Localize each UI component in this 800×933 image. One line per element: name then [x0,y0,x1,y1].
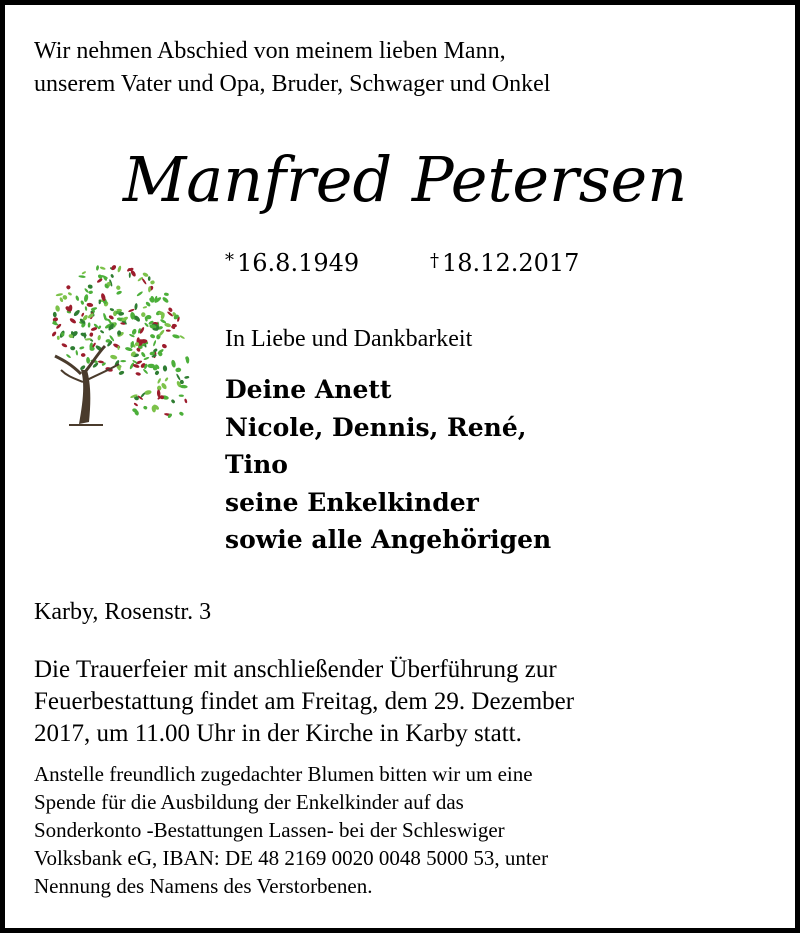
leaf [51,331,57,337]
leaf [150,280,155,285]
mourner-line: sowie alle Angehörigen [225,525,552,554]
leaf [160,382,167,390]
leaf [61,343,68,349]
leaf [142,368,148,374]
leaf [175,367,181,372]
leaf [97,274,103,280]
leaf [135,372,141,376]
leaf [96,278,103,284]
leaf [118,370,125,376]
leaf [140,392,146,398]
leaf [153,340,157,347]
leaf [75,350,78,356]
leaf [134,303,138,310]
leaf [85,306,88,311]
leaf [81,353,86,357]
leaf [80,332,87,338]
leaf [143,405,148,410]
tree-icon [43,252,193,427]
leaf [100,330,105,334]
leaf [129,272,131,278]
leaf [88,322,91,327]
leaf [144,390,152,396]
leaf [179,335,185,340]
leaf [164,292,169,296]
birth-symbol: * [225,250,234,271]
leaf [88,290,93,294]
leaf [113,343,121,349]
life-dates [225,248,580,278]
leaf [116,290,123,295]
leaf [67,292,72,296]
leaf [86,302,93,307]
leaf [184,376,189,379]
leaf [109,308,114,312]
leaf [184,398,188,403]
leaf [148,276,151,281]
leaf [176,373,181,381]
death-symbol: † [430,250,439,271]
donation-line: Nennung des Namens des Verstorbenen. [34,874,373,898]
leaf [80,300,84,305]
donation-line: Anstelle freundlich zugedachter Blumen bitten wir um eine [34,762,533,786]
leaf [66,285,72,291]
leaf [141,312,146,317]
leaf [69,317,77,324]
donation-line: Volksbank eG, IBAN: DE 48 2169 0020 0048 5000 53, unter [34,846,549,870]
leaf [157,378,162,384]
leaf [117,265,122,272]
donation-text [34,760,548,900]
death-date-group [430,248,579,278]
leaf [144,322,149,327]
intro-text [34,35,550,101]
leaf [120,360,126,362]
mourner-line: Nicole, Dennis, René, [225,412,527,442]
leaf [79,346,85,350]
leaf [97,335,101,341]
ceremony-line: 2017, um 11.00 Uhr in der Kirche in Karby statt. [34,720,522,747]
ceremony-line: Feuerbestattung findet am Freitag, dem 29. Dezember [34,688,575,715]
leaf [66,354,72,359]
birth-date-group [225,249,359,277]
leaf [55,305,61,312]
leaf [78,275,86,278]
leaf [142,272,149,278]
leaf [110,274,114,279]
leaf [57,336,60,340]
leaf [171,359,177,368]
leaf [115,285,121,291]
leaf [131,328,137,335]
leaf [53,312,57,318]
leaf [86,357,90,364]
mourners-list [225,371,551,559]
intro-line: unserem Vater und Opa, Bruder, Schwager und Onkel [34,71,551,97]
birth-date: 16.8.1949 [237,249,360,277]
leaf [110,354,118,360]
mourners-intro: In Liebe und Dankbarkeit [225,326,473,352]
leaf [172,334,180,340]
leaf [171,399,176,404]
leaf [179,411,185,416]
leaf [143,306,148,309]
leaf [89,332,94,337]
mourner-line: Deine Anett [225,375,392,404]
leaf [81,312,85,317]
leaf [164,377,168,382]
leaf [96,265,100,271]
ceremony-text [34,654,574,750]
leaf [56,293,64,297]
leaf [136,291,143,297]
donation-line: Spende für die Ausbildung der Enkelkinder auf das [34,790,464,814]
intro-line: Wir nehmen Abschied von meinem lieben Mann, [34,38,506,64]
leaf [81,271,86,275]
leaf [87,284,93,290]
leaf [162,296,170,304]
leaf [149,333,155,339]
mourner-line: seine Enkelkinder [225,487,479,517]
leaf [140,351,146,358]
leaf [75,295,80,301]
leaf [161,343,167,349]
deceased-name: Manfred Petersen [122,143,688,216]
leaf [70,346,75,350]
leaf [163,365,168,372]
leaf [73,309,81,317]
leaf [133,402,138,407]
address: Karby, Rosenstr. 3 [34,599,212,625]
leaf [99,266,106,270]
leaf [166,329,171,331]
leaf [179,394,184,396]
leaf [154,370,160,376]
ceremony-line: Die Trauerfeier mit anschließender Überführung zur [34,656,557,683]
death-date: 18.12.2017 [442,249,580,277]
leaf [84,288,89,294]
leaf [128,308,135,312]
leaf [83,294,88,302]
donation-line: Sonderkonto -Bestattungen Lassen- bei der Schleswiger [34,818,505,842]
mourner-line: Tino [225,450,288,479]
leaf [158,329,165,337]
